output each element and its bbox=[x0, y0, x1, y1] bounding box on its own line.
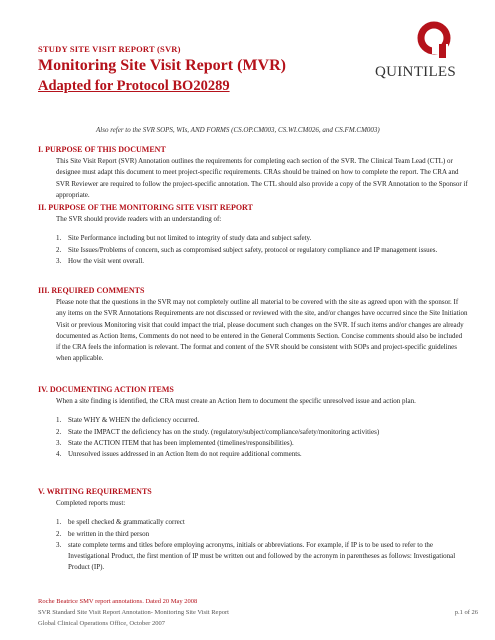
list-item: 3. state complete terms and titles before employing acronyms, initials or abbreviations. For example, if IP is to be used to refer to the Investigational Product, the first mention of IP must be written out and followed by the acronym in parentheses as follows: Investigational Product (IP). bbox=[56, 540, 456, 572]
document-title: Monitoring Site Visit Report (MVR) bbox=[38, 57, 286, 74]
document-subtitle: Adapted for Protocol BO20289 bbox=[38, 78, 230, 94]
section-body: When a site finding is identified, the CRA must create an Action Item to document the specific unresolved issue and action plan. bbox=[56, 397, 416, 405]
list-item: 3. How the visit went overall. bbox=[56, 256, 145, 265]
reference-note: Also refer to the SVR SOPS, WIs, AND FORMS (CS.OP.CM003, CS.WI.CM026, and CS.FM.CM003) bbox=[96, 126, 380, 134]
section-heading: III. REQUIRED COMMENTS bbox=[38, 286, 145, 295]
section-heading: V. WRITING REQUIREMENTS bbox=[38, 487, 152, 496]
list-item: 1. Site Performance including but not limited to integrity of study data and subject safety. bbox=[56, 234, 312, 243]
writing-list bbox=[56, 517, 468, 573]
section-intro: Completed reports must: bbox=[56, 499, 126, 507]
list-item: 1. State WHY & WHEN the deficiency occurred. bbox=[56, 416, 200, 425]
document-supertitle: STUDY SITE VISIT REPORT (SVR) bbox=[38, 44, 181, 54]
section-heading: IV. DOCUMENTING ACTION ITEMS bbox=[38, 385, 174, 394]
section-intro: The SVR should provide readers with an understanding of: bbox=[56, 215, 222, 223]
list-item: 4. Unresolved issues addressed in an Action Item do not require additional comments. bbox=[56, 450, 302, 459]
list-item: 3. State the ACTION ITEM that has been implemented (timelines/responsibilities). bbox=[56, 438, 294, 447]
section-writing-requirements bbox=[38, 487, 468, 574]
list-item: 2. be written in the third person bbox=[56, 529, 150, 538]
section-required-comments bbox=[38, 286, 468, 365]
list-item: 2. State the IMPACT the deficiency has on the study. (regulatory/subject/compliance/safety/monitoring activities) bbox=[56, 427, 380, 436]
footer-document-title: SVR Standard Site Visit Report Annotation- Monitoring Site Visit Report bbox=[38, 609, 229, 616]
section-purpose-svr bbox=[38, 203, 468, 267]
section-purpose-document bbox=[38, 145, 468, 201]
purpose-list bbox=[56, 233, 468, 267]
logo-wordmark: QUINTILES bbox=[375, 64, 457, 80]
action-items-list bbox=[56, 415, 468, 460]
section-body: This Site Visit Report (SVR) Annotation outlines the requirements for completing each section of the SVR. The Clinical Team Lead (CTL) or designee must adapt this document to meet project-specific requirements. CRAs should be trained on how to complete the report. The CRA and SVR Reviewer are required to follow the project-specific annotation. The CTL should also provide a copy of the SVR Annotation to the Sponsor if appropriate. bbox=[56, 157, 468, 199]
section-action-items bbox=[38, 385, 468, 460]
section-body: Please note that the questions in the SVR may not completely outline all material to be covered with the site as agreed upon with the sponsor. If any items on the SVR Annotations Requirements are not discussed or reviewed with the site, and/or changes have occurred since the Site Initiation Visit or previous Monitoring visit that could impact the trial, please document such changes on the SVR. If such items and/or changes are already documented as Action Items, Comments do not need to be entered in the General Comments Section. Concise comments should also be included if the CRA feels the information is relevant. The format and content of the SVR should be consistent with SOPs and project-specific guidelines when applicable. bbox=[56, 298, 468, 363]
footer-office-line: Global Clinical Operations Office, October 2007 bbox=[38, 620, 165, 627]
footer-annotation-line: Roche Beatrice SMV report annotations. Dated 20 May 2008 bbox=[38, 598, 198, 605]
page-number: p.1 of 26 bbox=[454, 609, 478, 616]
section-heading: II. PURPOSE OF THE MONITORING SITE VISIT REPORT bbox=[38, 203, 253, 212]
list-item: 2. Site Issues/Problems of concern, such as compromised subject safety, protocol or regulatory compliance and IP management issues. bbox=[56, 245, 438, 254]
list-item: 1. be spell checked & grammatically correct bbox=[56, 518, 185, 527]
section-heading: I. PURPOSE OF THIS DOCUMENT bbox=[38, 145, 166, 154]
footer-document-line bbox=[38, 609, 478, 616]
